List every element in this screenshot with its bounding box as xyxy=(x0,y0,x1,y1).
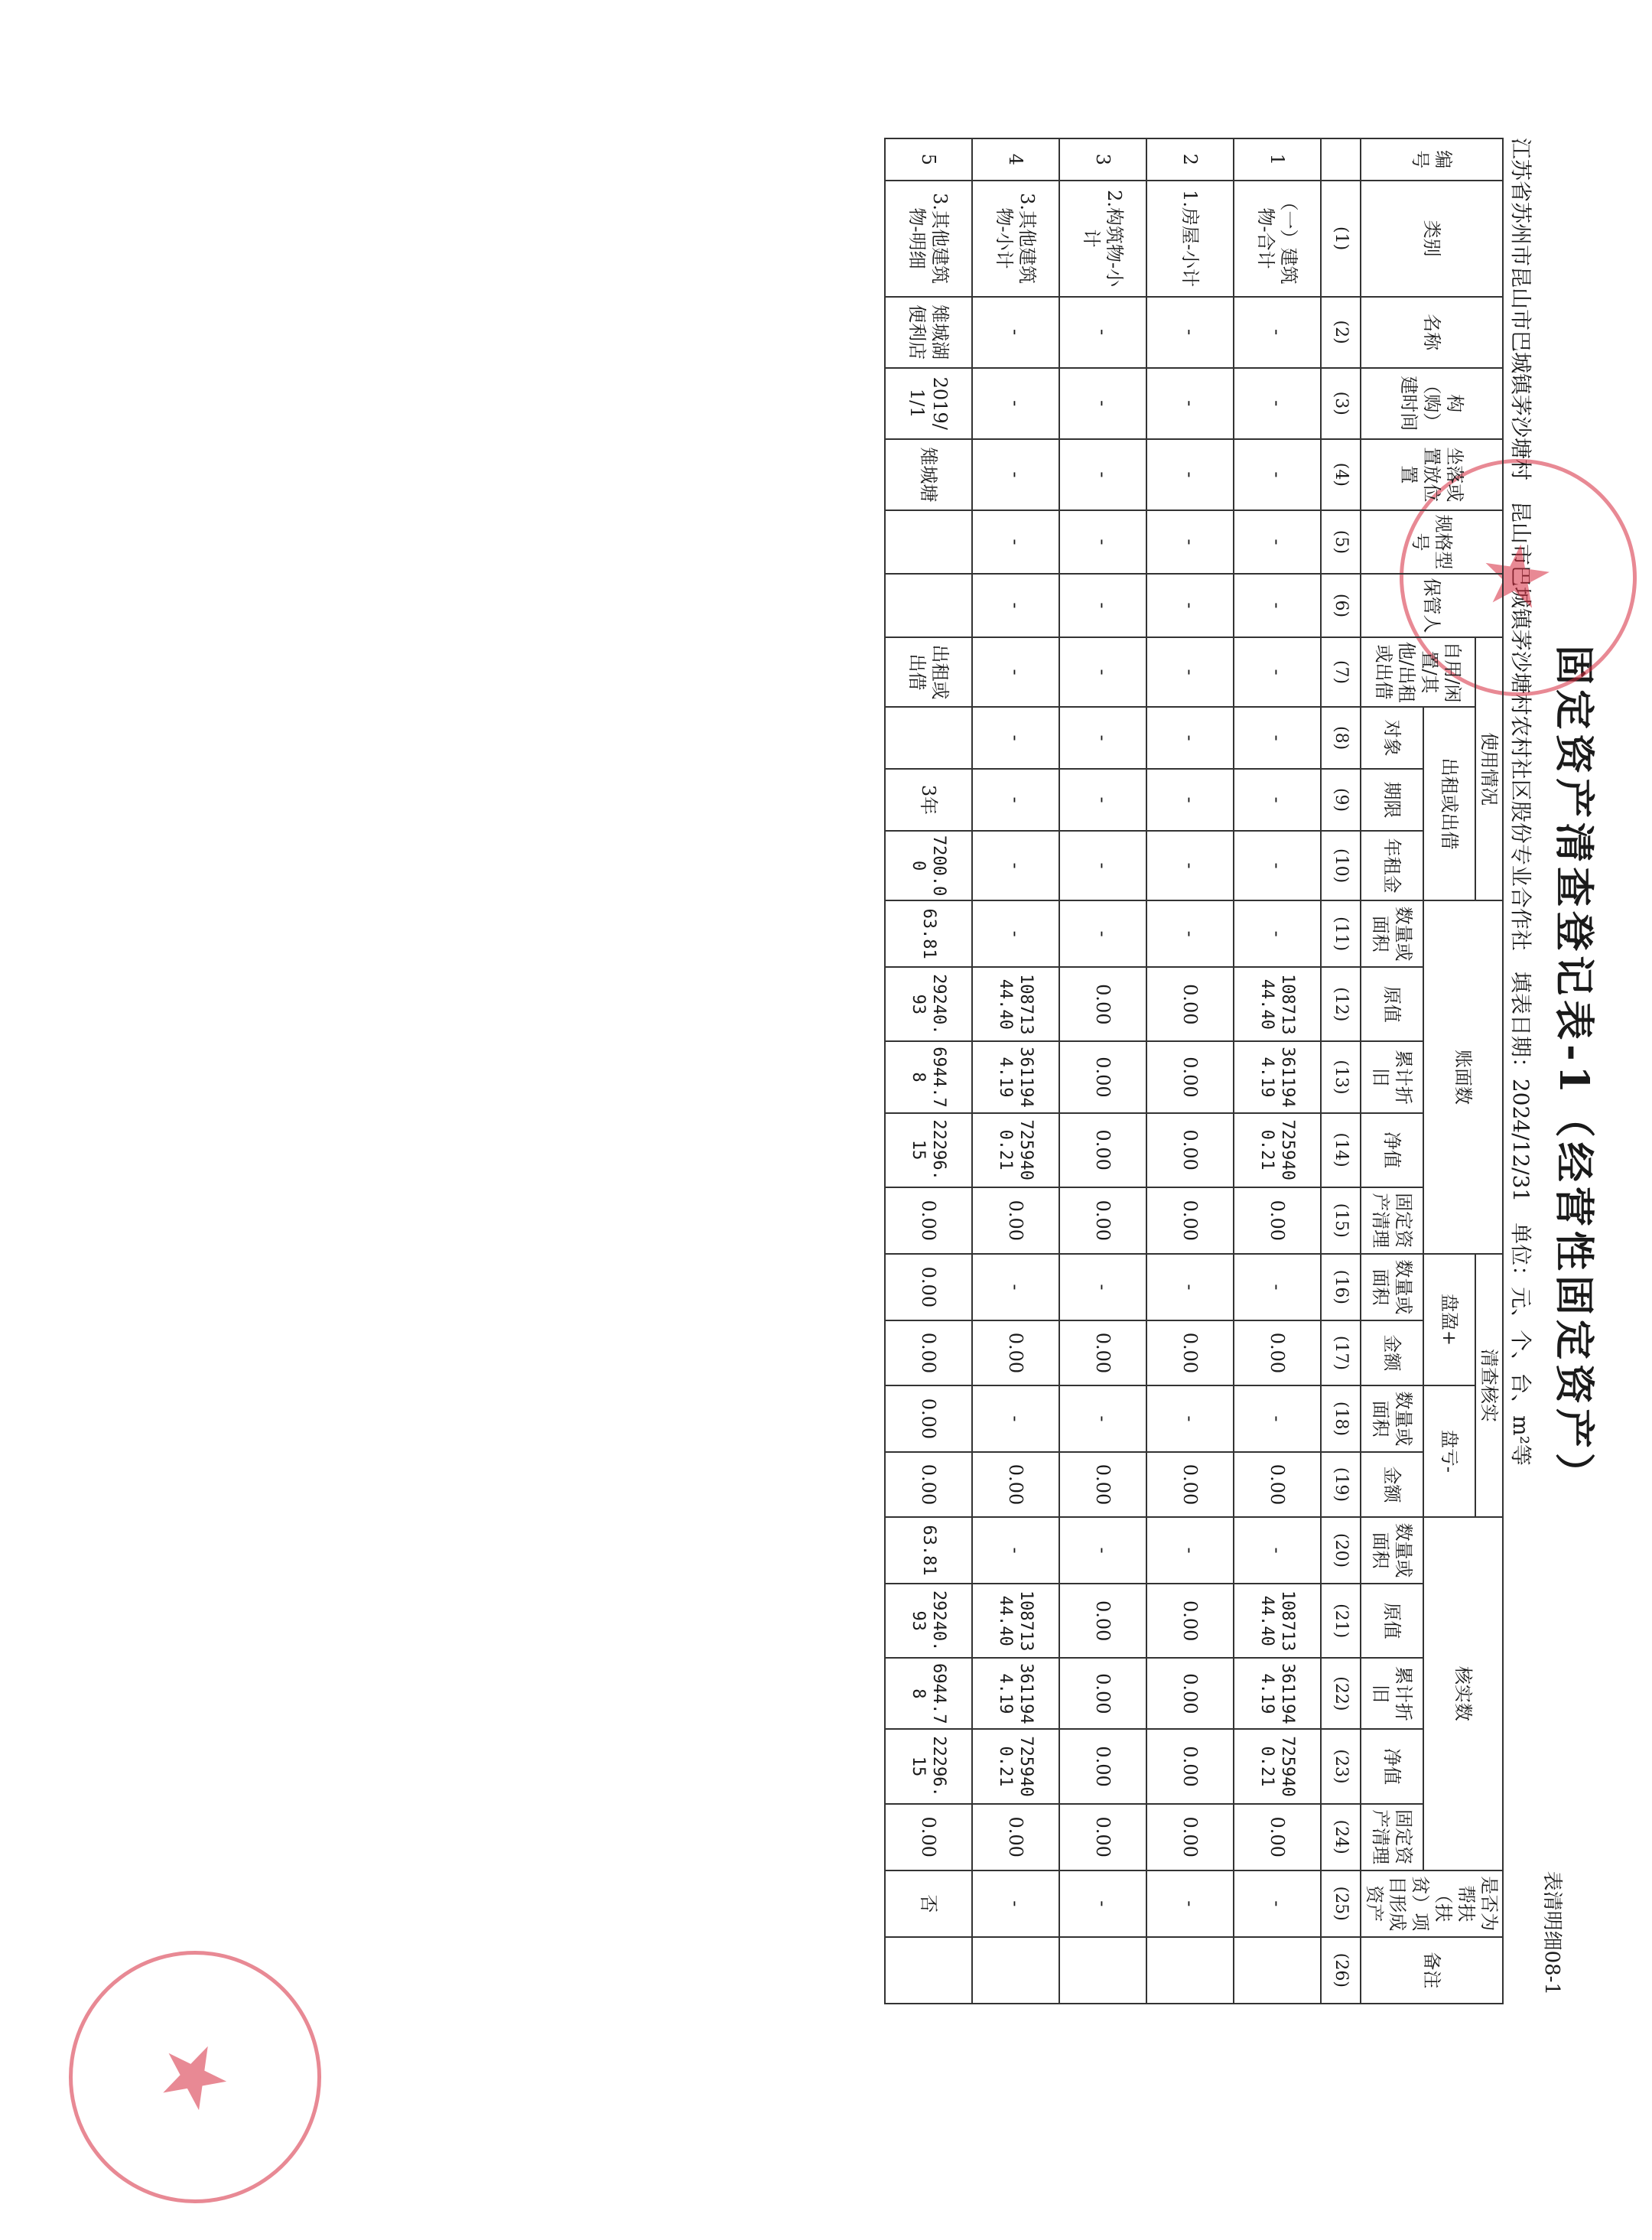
index-cell: (5) xyxy=(1321,510,1361,574)
table-cell: - xyxy=(972,831,1059,900)
table-cell xyxy=(885,510,972,574)
header-location: 坐落或置放位置 xyxy=(1361,439,1503,510)
table-cell: 3611944.19 xyxy=(972,1041,1059,1112)
table-cell: - xyxy=(1146,1385,1234,1452)
header-annual-rent: 年租金 xyxy=(1361,831,1423,900)
table-cell: 0.00 xyxy=(1146,1113,1234,1187)
table-cell: - xyxy=(1059,1385,1146,1452)
table-cell: - xyxy=(1146,368,1234,439)
table-cell: - xyxy=(1059,297,1146,368)
header-verified-depreciation: 累计折旧 xyxy=(1361,1658,1423,1729)
table-cell: - xyxy=(1234,297,1321,368)
table-cell: - xyxy=(1234,368,1321,439)
table-cell: 0.00 xyxy=(885,1187,972,1254)
header-build-time: 构（购）建时间 xyxy=(1361,368,1503,439)
header-lease-term: 期限 xyxy=(1361,769,1423,831)
group-surplus: 盘盈+ xyxy=(1423,1254,1475,1385)
table-cell: - xyxy=(1234,831,1321,900)
table-cell: - xyxy=(1146,769,1234,831)
table-cell: - xyxy=(1234,707,1321,769)
table-cell: - xyxy=(1059,637,1146,707)
table-cell xyxy=(885,574,972,637)
table-cell: - xyxy=(1234,1385,1321,1452)
table-cell: 0.00 xyxy=(885,1320,972,1385)
header-book-depreciation: 累计折旧 xyxy=(1361,1041,1423,1112)
table-cell xyxy=(1234,1937,1321,2004)
table-cell: 0.00 xyxy=(1059,1804,1146,1870)
table-cell: - xyxy=(1234,1254,1321,1320)
table-cell: - xyxy=(1146,831,1234,900)
table-cell: - xyxy=(1059,510,1146,574)
index-cell: (22) xyxy=(1321,1658,1361,1729)
location-text: 江苏省苏州市昆山市巴城镇茅沙塘村 xyxy=(1508,138,1533,481)
seal-star-icon: ★ xyxy=(141,2033,249,2121)
table-cell: - xyxy=(972,439,1059,510)
table-cell: 1.房屋-小计 xyxy=(1146,181,1234,297)
table-cell: 0.00 xyxy=(1059,1113,1146,1187)
index-cell: (16) xyxy=(1321,1254,1361,1320)
table-cell: - xyxy=(1059,1517,1146,1584)
table-cell xyxy=(885,707,972,769)
table-cell: 3611944.19 xyxy=(1234,1041,1321,1112)
table-cell: 0.00 xyxy=(885,1452,972,1517)
table-cell: - xyxy=(1059,900,1146,967)
header-usage-type: 自用/闲置/其他/出租或出借 xyxy=(1361,637,1475,707)
table-cell: - xyxy=(1146,1870,1234,1937)
table-cell: 10871344.40 xyxy=(972,1584,1059,1658)
index-cell: (25) xyxy=(1321,1870,1361,1937)
table-cell: 7259400.21 xyxy=(972,1729,1059,1803)
table-cell: - xyxy=(1146,900,1234,967)
table-cell: 0.00 xyxy=(885,1254,972,1320)
table-cell: 3.其他建筑物-明细 xyxy=(885,181,972,297)
table-cell: 3.其他建筑物-小计 xyxy=(972,181,1059,297)
table-cell: 0.00 xyxy=(1059,1658,1146,1729)
seal-star-icon: ★ xyxy=(1463,532,1573,623)
table-cell: 0.00 xyxy=(1234,1187,1321,1254)
index-cell: (8) xyxy=(1321,707,1361,769)
index-cell: (3) xyxy=(1321,368,1361,439)
header-poverty-aid: 是否为帮扶（扶贫）项目形成资产 xyxy=(1361,1870,1503,1937)
table-cell: - xyxy=(1059,769,1146,831)
index-cell: (24) xyxy=(1321,1804,1361,1870)
table-cell: 63.81 xyxy=(885,1517,972,1584)
group-verified: 核实数 xyxy=(1423,1517,1503,1870)
table-cell: 10871344.40 xyxy=(1234,967,1321,1041)
header-category: 类别 xyxy=(1361,181,1503,297)
table-row xyxy=(885,138,972,2004)
index-cell: (7) xyxy=(1321,637,1361,707)
table-cell: - xyxy=(972,368,1059,439)
table-cell: 否 xyxy=(885,1870,972,1937)
table-cell: - xyxy=(1146,574,1234,637)
table-cell: - xyxy=(1234,439,1321,510)
table-cell: 0.00 xyxy=(1146,1658,1234,1729)
table-body xyxy=(885,138,1361,2004)
group-usage: 使用情况 xyxy=(1475,637,1503,900)
table-cell: 3611944.19 xyxy=(972,1658,1059,1729)
header-verified-net: 净值 xyxy=(1361,1729,1423,1803)
header-surplus-amount: 金额 xyxy=(1361,1320,1423,1385)
table-cell: 10871344.40 xyxy=(1234,1584,1321,1658)
index-cell: (23) xyxy=(1321,1729,1361,1803)
table-cell: 10871344.40 xyxy=(972,967,1059,1041)
document-title: 固定资产清查登记表-1（经营性固定资产） xyxy=(1550,645,1597,1497)
table-cell xyxy=(885,1937,972,2004)
table-cell: （一）建筑物-合计 xyxy=(1234,181,1321,297)
table-row xyxy=(1059,138,1146,2004)
table-cell: - xyxy=(1059,1254,1146,1320)
table-cell: - xyxy=(1059,574,1146,637)
table-cell: - xyxy=(1059,707,1146,769)
table-cell: - xyxy=(1234,637,1321,707)
table-row xyxy=(1234,138,1321,2004)
index-cell: (14) xyxy=(1321,1113,1361,1187)
table-cell: 22296.15 xyxy=(885,1113,972,1187)
table-cell: 0.00 xyxy=(1234,1320,1321,1385)
table-cell: 7200.00 xyxy=(885,831,972,900)
table-cell: 29240.93 xyxy=(885,967,972,1041)
table-cell: - xyxy=(1234,900,1321,967)
table-cell: - xyxy=(1146,1254,1234,1320)
table-cell: 0.00 xyxy=(1234,1452,1321,1517)
table-cell: - xyxy=(972,637,1059,707)
table-cell: 2019/1/1 xyxy=(885,368,972,439)
table-cell: - xyxy=(972,1254,1059,1320)
table-cell: 22296.15 xyxy=(885,1729,972,1803)
table-cell: - xyxy=(972,900,1059,967)
table-cell: 0.00 xyxy=(885,1804,972,1870)
table-cell: 4 xyxy=(972,138,1059,181)
group-book-value: 账面数 xyxy=(1423,900,1503,1254)
table-cell: 2.构筑物-小计 xyxy=(1059,181,1146,297)
table-cell: - xyxy=(1059,439,1146,510)
index-cell: (6) xyxy=(1321,574,1361,637)
table-cell: 5 xyxy=(885,138,972,181)
table-cell: 0.00 xyxy=(1059,1041,1146,1112)
table-cell: 0.00 xyxy=(1146,1041,1234,1112)
index-cell: (17) xyxy=(1321,1320,1361,1385)
table-cell: - xyxy=(1146,297,1234,368)
table-cell: 出租或出借 xyxy=(885,637,972,707)
table-cell: 0.00 xyxy=(885,1385,972,1452)
table-cell: 0.00 xyxy=(1234,1804,1321,1870)
organization-text: 昆山市巴城镇茅沙塘村农村社区股份专业合作社 xyxy=(1508,500,1533,951)
header-lease-target: 对象 xyxy=(1361,707,1423,769)
table-cell: 0.00 xyxy=(1146,967,1234,1041)
index-cell: (11) xyxy=(1321,900,1361,967)
index-cell: (13) xyxy=(1321,1041,1361,1112)
table-cell: - xyxy=(1059,831,1146,900)
unit-text: 单位：元、个、台、m²等 xyxy=(1508,1223,1533,1466)
table-cell: - xyxy=(1146,637,1234,707)
index-cell: (18) xyxy=(1321,1385,1361,1452)
table-cell: 2 xyxy=(1146,138,1234,181)
table-cell: 3611944.19 xyxy=(1234,1658,1321,1729)
table-cell: 0.00 xyxy=(1146,1452,1234,1517)
table-cell: 0.00 xyxy=(972,1187,1059,1254)
table-cell: - xyxy=(1146,439,1234,510)
table-cell: - xyxy=(972,769,1059,831)
index-cell: (10) xyxy=(1321,831,1361,900)
header-keeper: 保管人 xyxy=(1361,574,1503,637)
table-cell: 1 xyxy=(1234,138,1321,181)
asset-inventory-table xyxy=(884,138,1504,2004)
table-cell: 0.00 xyxy=(1146,1187,1234,1254)
table-cell: 0.00 xyxy=(1059,1320,1146,1385)
filing-info-line xyxy=(1507,138,1537,2035)
group-loss: 盘亏- xyxy=(1423,1385,1475,1517)
table-cell: 0.00 xyxy=(1059,967,1146,1041)
table-cell: - xyxy=(1234,574,1321,637)
table-cell: 0.00 xyxy=(1146,1804,1234,1870)
table-cell: 7259400.21 xyxy=(1234,1113,1321,1187)
table-cell: 0.00 xyxy=(972,1804,1059,1870)
table-cell: - xyxy=(1146,1517,1234,1584)
table-cell: 0.00 xyxy=(1059,1729,1146,1803)
index-cell: (9) xyxy=(1321,769,1361,831)
index-cell: (4) xyxy=(1321,439,1361,510)
header-surplus-quantity: 数量或面积 xyxy=(1361,1254,1423,1320)
fill-date-text: 填表日期：2024/12/31 xyxy=(1508,971,1533,1203)
table-row xyxy=(972,138,1059,2004)
table-cell: 0.00 xyxy=(972,1320,1059,1385)
header-number: 编号 xyxy=(1361,138,1503,181)
table-cell: 0.00 xyxy=(1146,1584,1234,1658)
table-cell: - xyxy=(972,707,1059,769)
table-cell: - xyxy=(1234,1870,1321,1937)
table-cell: - xyxy=(972,1517,1059,1584)
table-cell: - xyxy=(972,510,1059,574)
table-cell: - xyxy=(972,297,1059,368)
index-cell xyxy=(1321,138,1361,181)
table-cell: 29240.93 xyxy=(885,1584,972,1658)
index-cell: (2) xyxy=(1321,297,1361,368)
table-cell: 3 xyxy=(1059,138,1146,181)
table-cell: - xyxy=(1234,510,1321,574)
table-cell xyxy=(1146,1937,1234,2004)
table-cell: 0.00 xyxy=(1059,1452,1146,1517)
table-cell: 0.00 xyxy=(1059,1187,1146,1254)
table-cell: - xyxy=(972,574,1059,637)
table-cell: - xyxy=(1234,1517,1321,1584)
index-cell: (1) xyxy=(1321,181,1361,297)
table-cell: 0.00 xyxy=(972,1452,1059,1517)
index-cell: (15) xyxy=(1321,1187,1361,1254)
group-check: 清查核实 xyxy=(1475,1254,1503,1517)
table-cell xyxy=(1059,1937,1146,2004)
column-index-row xyxy=(1321,138,1361,2004)
table-cell: 63.81 xyxy=(885,900,972,967)
table-cell: 6944.78 xyxy=(885,1658,972,1729)
table-cell: 7259400.21 xyxy=(1234,1729,1321,1803)
header-verified-clearance: 固定资产清理 xyxy=(1361,1804,1423,1870)
group-lease: 出租或出借 xyxy=(1423,707,1475,900)
table-cell: - xyxy=(1146,707,1234,769)
table-row xyxy=(1146,138,1234,2004)
table-cell: - xyxy=(1059,368,1146,439)
table-cell: - xyxy=(972,1870,1059,1937)
header-verified-original: 原值 xyxy=(1361,1584,1423,1658)
table-cell: 0.00 xyxy=(1146,1320,1234,1385)
table-cell: 0.00 xyxy=(1059,1584,1146,1658)
table-cell: 0.00 xyxy=(1146,1729,1234,1803)
table-cell: - xyxy=(1146,510,1234,574)
header-loss-amount: 金额 xyxy=(1361,1452,1423,1517)
table-cell: 雉城湖便利店 xyxy=(885,297,972,368)
form-id: 表清明细08-1 xyxy=(1540,1870,1563,1995)
index-cell: (26) xyxy=(1321,1937,1361,2004)
table-cell: - xyxy=(972,1385,1059,1452)
table-cell: 雉城塘 xyxy=(885,439,972,510)
index-cell: (21) xyxy=(1321,1584,1361,1658)
official-seal-bottom xyxy=(53,1935,338,2220)
index-cell: (12) xyxy=(1321,967,1361,1041)
index-cell: (20) xyxy=(1321,1517,1361,1584)
table-cell: 3年 xyxy=(885,769,972,831)
header-book-original: 原值 xyxy=(1361,967,1423,1041)
header-spec: 规格型号 xyxy=(1361,510,1503,574)
index-cell: (19) xyxy=(1321,1452,1361,1517)
header-name: 名称 xyxy=(1361,297,1503,368)
table-cell xyxy=(972,1937,1059,2004)
header-book-quantity: 数量或面积 xyxy=(1361,900,1423,967)
header-book-net: 净值 xyxy=(1361,1113,1423,1187)
header-verified-quantity: 数量或面积 xyxy=(1361,1517,1423,1584)
table-cell: 6944.78 xyxy=(885,1041,972,1112)
header-remark: 备注 xyxy=(1361,1937,1503,2004)
table-cell: - xyxy=(1059,1870,1146,1937)
header-loss-quantity: 数量或面积 xyxy=(1361,1385,1423,1452)
table-cell: 7259400.21 xyxy=(972,1113,1059,1187)
table-cell: - xyxy=(1234,769,1321,831)
header-book-clearance: 固定资产清理 xyxy=(1361,1187,1423,1254)
